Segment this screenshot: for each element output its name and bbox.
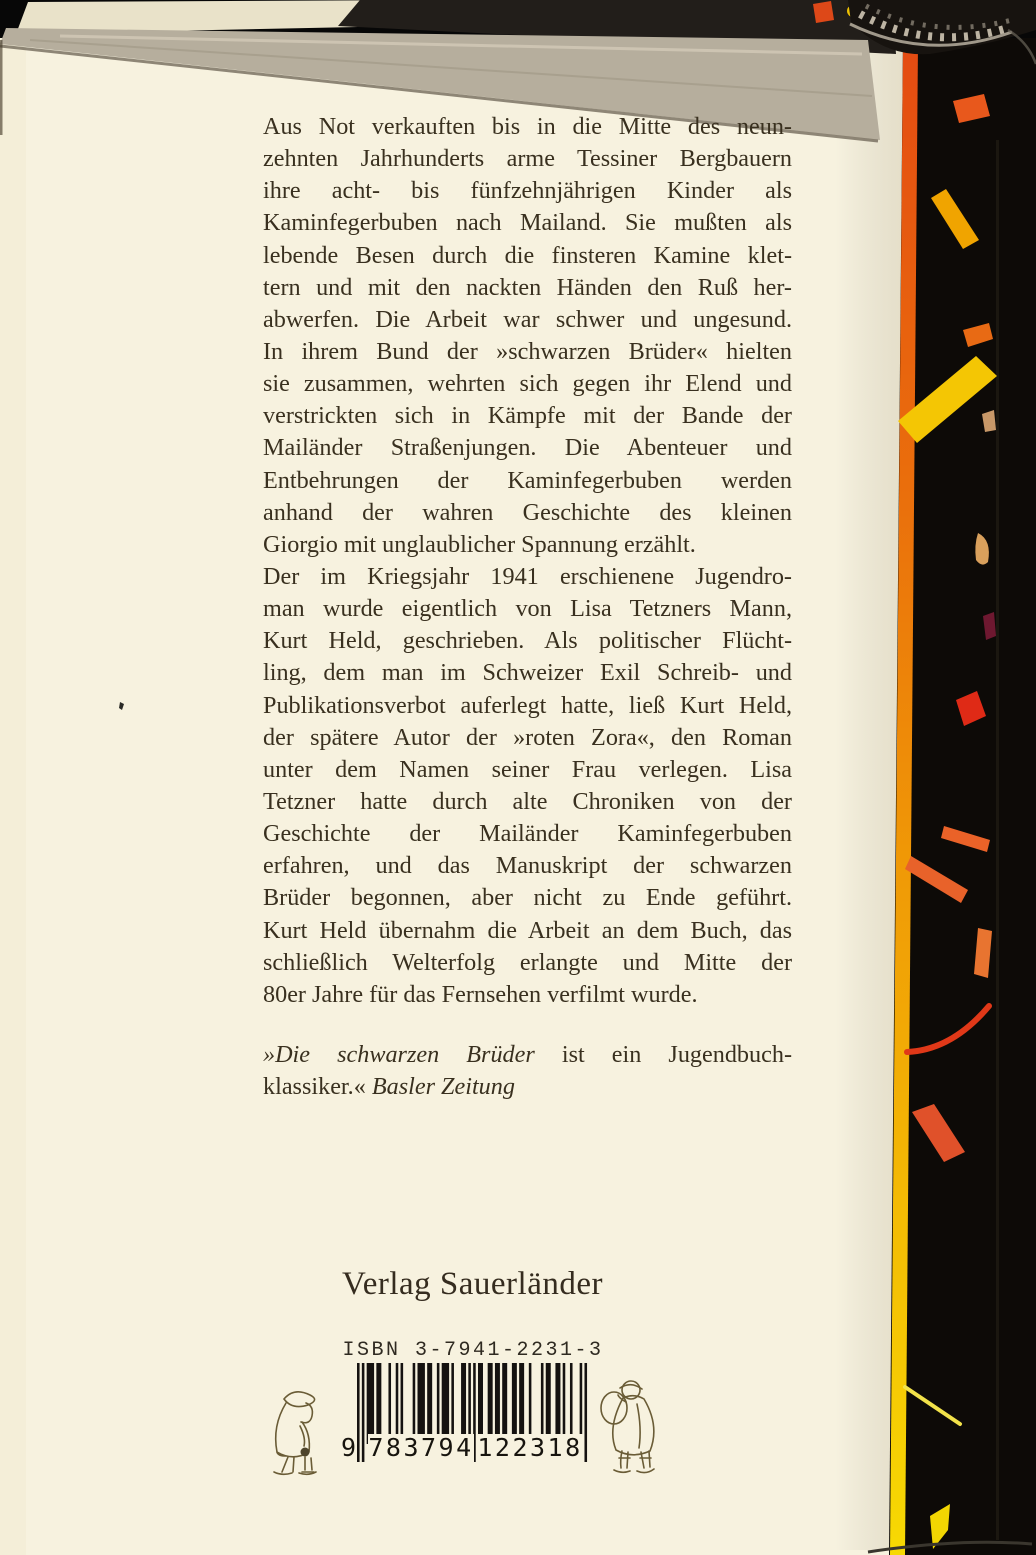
- blurb-line: Tetzner hatte durch alte Chroniken von der: [263, 787, 792, 815]
- isbn-label: ISBN 3-7941-2231-3: [342, 1339, 604, 1362]
- press-quote-line-1: [263, 1039, 792, 1071]
- blurb-line: Der im Kriegsjahr 1941 erschienene Jugendro-: [263, 562, 792, 590]
- blurb-line: Publikationsverbot auferlegt hatte, ließ Kurt Held,: [263, 691, 792, 719]
- blurb-line: anhand der wahren Geschichte des kleinen: [263, 498, 792, 526]
- quote-close: klassiker.«: [263, 1073, 366, 1101]
- blurb-line: tern und mit den nackten Händen den Ruß her-: [263, 273, 792, 301]
- quote-rest: ist ein Jugendbuch-: [561, 1041, 793, 1068]
- blurb-line: 80er Jahre für das Fernsehen verfilmt wurde.: [263, 980, 698, 1008]
- paper-left-edge-tint: [0, 38, 26, 1555]
- blurb-line: Geschichte der Mailänder Kaminfegerbuben: [263, 820, 792, 848]
- barcode-lead-digit: 9: [330, 1434, 356, 1462]
- blurb-line: abwerfen. Die Arbeit war schwer und ungesund.: [263, 305, 792, 333]
- blurb-line: lebende Besen durch die finsteren Kamine klet-: [263, 241, 792, 269]
- blurb-line: Giorgio mit unglaublicher Spannung erzählt.: [263, 530, 696, 558]
- chimney-sweep-figure-left-icon: [266, 1384, 330, 1482]
- barcode-digit-group-1: 783794: [368, 1433, 474, 1462]
- blurb-line: man wurde eigentlich von Lisa Tetzners Mann,: [263, 595, 792, 623]
- spine-fold-line: [996, 140, 999, 1540]
- blurb-line: erfahren, und das Manuskript der schwarzen: [263, 852, 792, 880]
- blurb-line: ihre acht- bis fünfzehnjährigen Kinder als: [263, 177, 792, 205]
- blurb-line: unter dem Namen seiner Frau verlegen. Lisa: [263, 755, 792, 783]
- blurb-line: zehnten Jahrhunderts arme Tessiner Bergbauern: [263, 145, 792, 173]
- top-orange-fleck: [813, 1, 834, 23]
- barcode-digit-group-2: 122318: [477, 1433, 583, 1462]
- blurb-line: ling, dem man im Schweizer Exil Schreib- und: [263, 659, 792, 687]
- blurb-line: Entbehrungen der Kaminfegerbuben werden: [263, 466, 792, 494]
- quote-source: Basler Zeitung: [371, 1073, 515, 1101]
- chimney-sweep-figure-right-icon: [592, 1368, 668, 1480]
- blurb-line: Kurt Held übernahm die Arbeit an dem Buch, das: [263, 916, 792, 944]
- blurb-line: Kaminfegerbuben nach Mailand. Sie mußten als: [263, 209, 792, 237]
- blurb-line: schließlich Welterfolg erlangte und Mitte der: [263, 948, 792, 976]
- quoted-title: »Die schwarzen Brüder: [263, 1041, 535, 1068]
- blurb-line: Mailänder Straßenjungen. Die Abenteuer und: [263, 434, 792, 462]
- blurb-text: [263, 111, 792, 1011]
- publisher-name: Verlag Sauerländer: [342, 1266, 603, 1302]
- blurb-line: Aus Not verkauften bis in die Mitte des neun-: [263, 113, 792, 140]
- blurb-line: sie zusammen, wehrten sich gegen ihr Elend und: [263, 370, 792, 398]
- blurb-line: Kurt Held, geschrieben. Als politischer Flücht-: [263, 627, 792, 655]
- blurb-line: In ihrem Bund der »schwarzen Brüder« hielten: [263, 337, 792, 365]
- blurb-line: der spätere Autor der »roten Zora«, den Roman: [263, 723, 792, 751]
- blurb-line: Brüder begonnen, aber nicht zu Ende geführt.: [263, 884, 792, 912]
- blurb-line: verstrickten sich in Kämpfe mit der Bande der: [263, 402, 792, 430]
- press-quote-line-2: [263, 1071, 792, 1103]
- press-quote: [263, 1039, 792, 1103]
